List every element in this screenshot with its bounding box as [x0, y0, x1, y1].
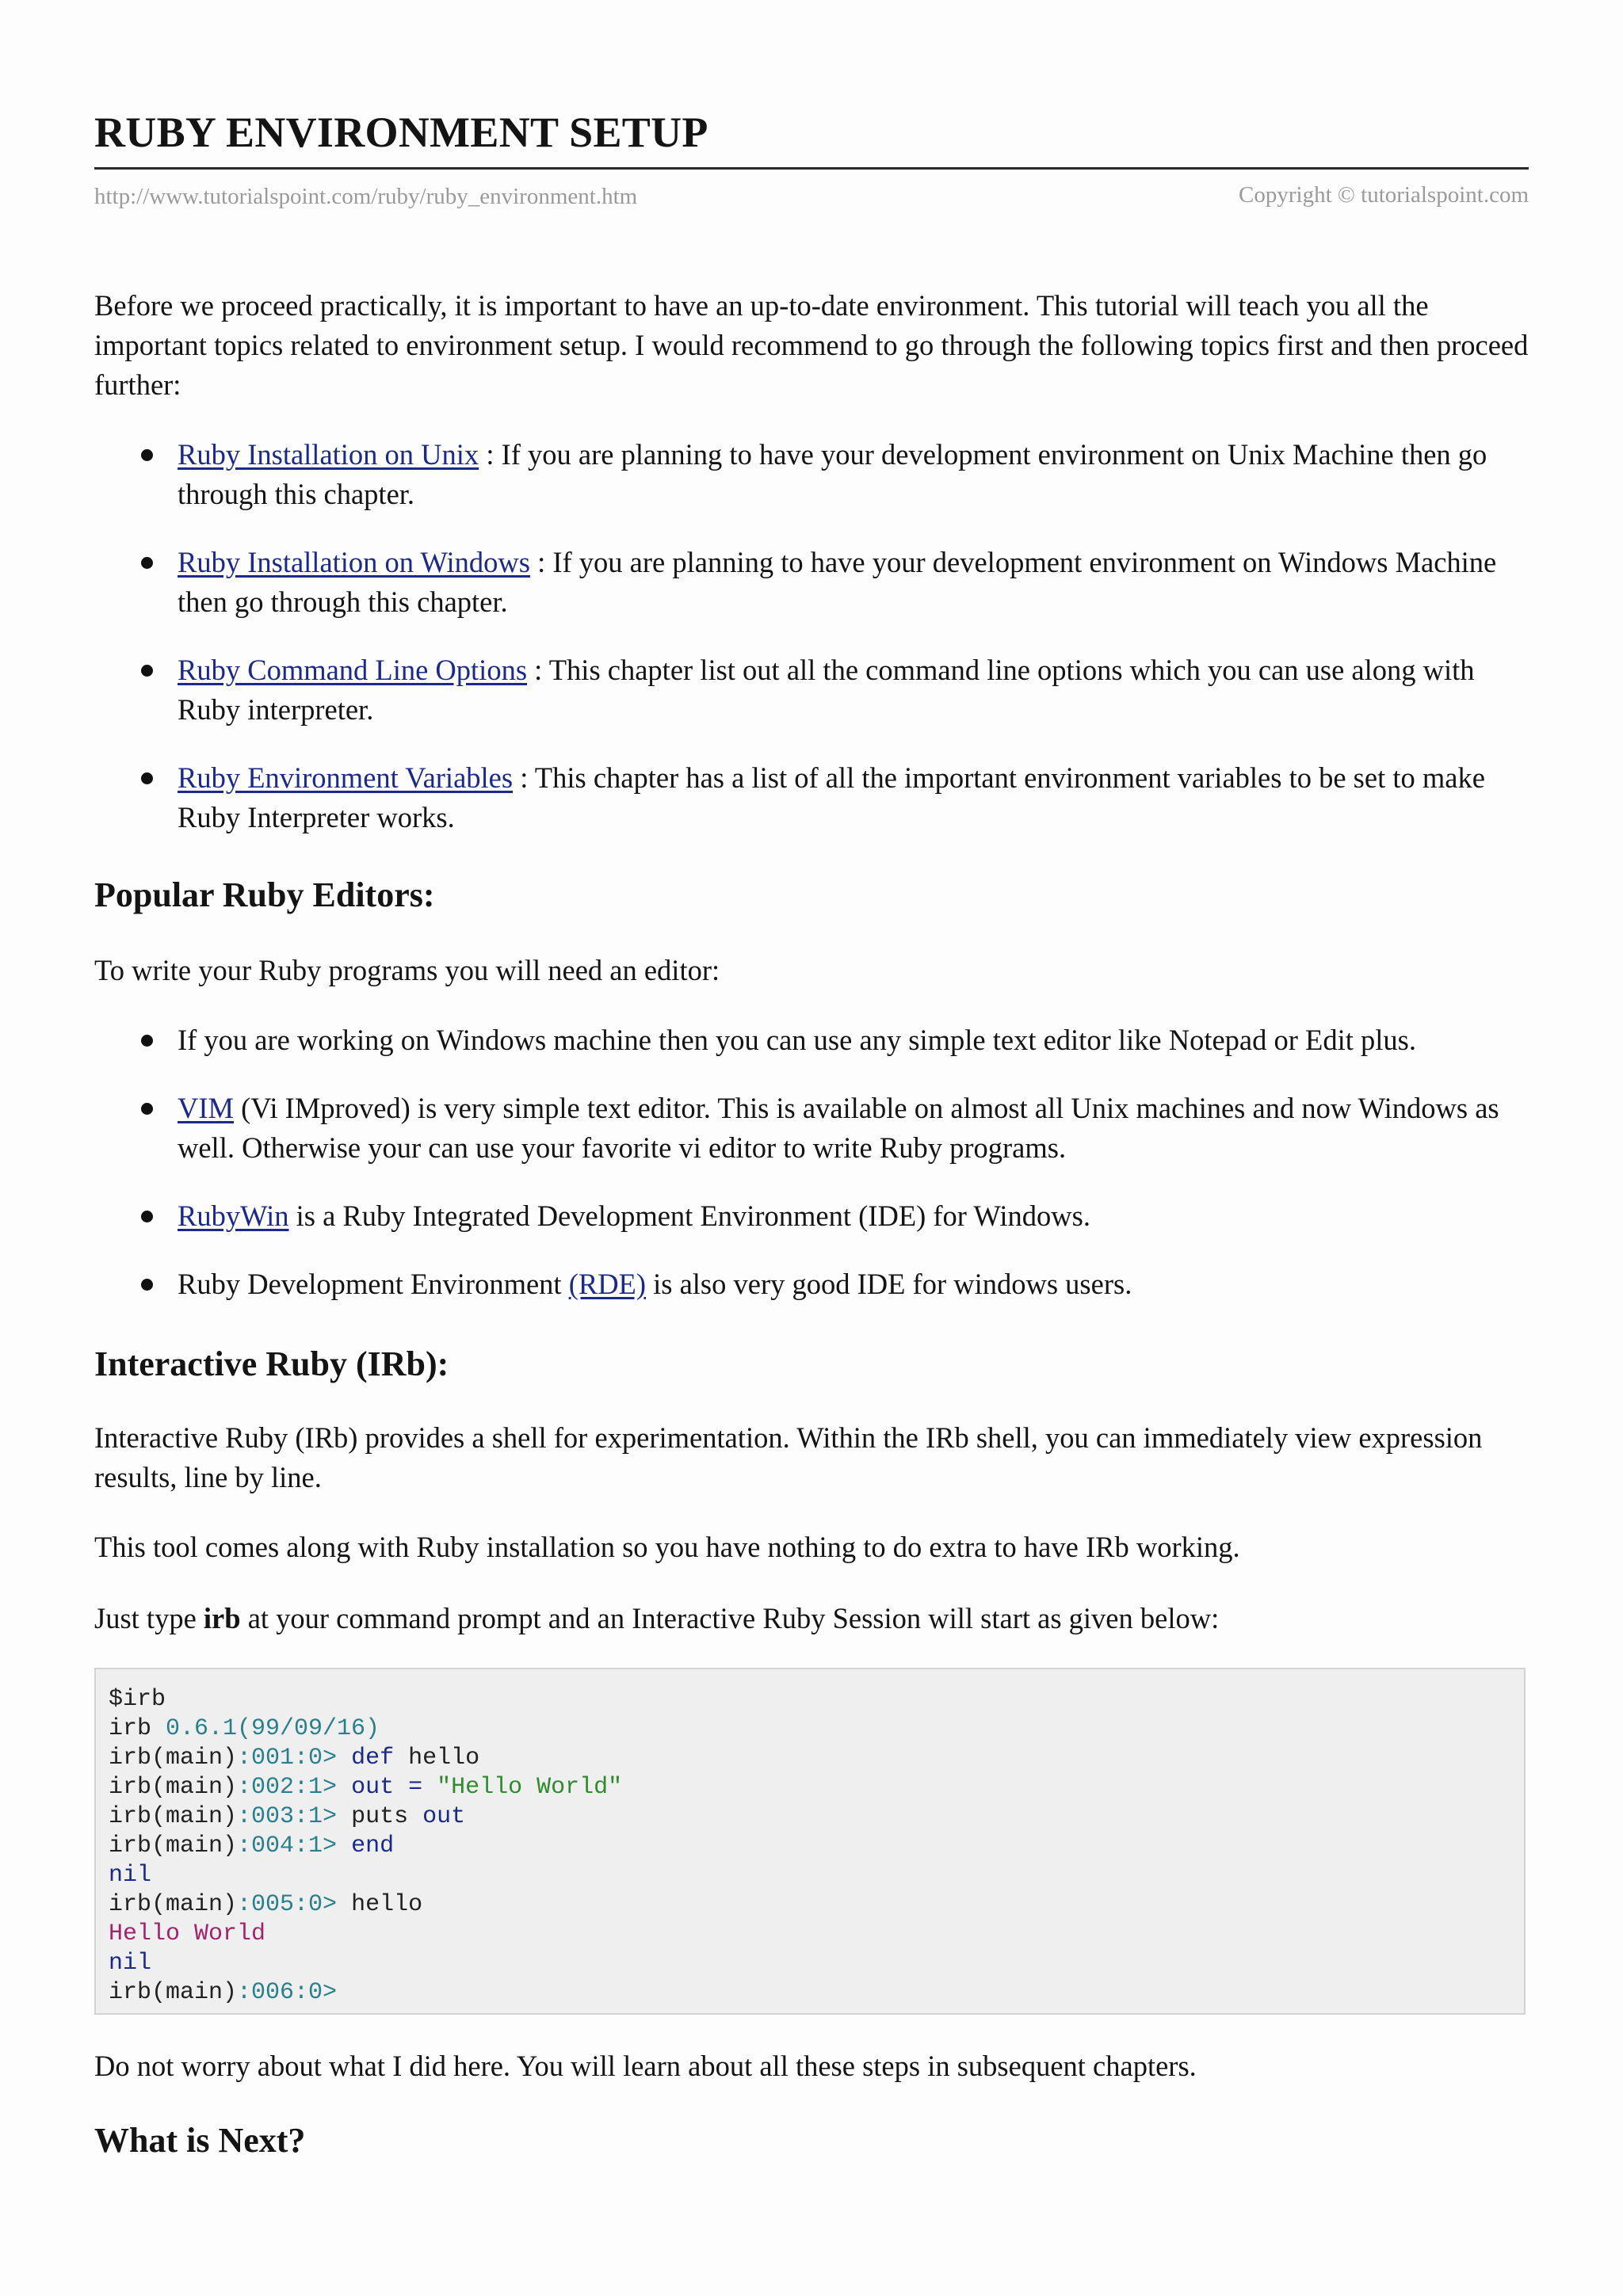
code-token: Hello World: [109, 1920, 266, 1947]
code-line: [109, 1685, 1524, 1714]
bullet-icon: [141, 1279, 153, 1291]
page-title: RUBY ENVIRONMENT SETUP: [94, 109, 708, 156]
code-token: 0.6.1(99/09/16): [166, 1715, 380, 1742]
code-token: puts: [337, 1803, 409, 1830]
code-line: [109, 1744, 1524, 1773]
list-item-text: is a Ruby Integrated Development Environment (IDE) for Windows.: [288, 1199, 1090, 1232]
code-token: $irb: [109, 1686, 166, 1713]
code-line: [109, 1773, 1524, 1802]
code-token: hello: [337, 1891, 423, 1918]
code-token: :004:1>: [237, 1833, 338, 1859]
bullet-icon: [141, 1035, 153, 1047]
code-token: "Hello World": [422, 1774, 623, 1801]
list-item-text: : This chapter has a list of all the important environment variables to be set to make Ruby Interpreter works.: [178, 761, 1485, 833]
code-token: irb(main): [109, 1891, 238, 1918]
code-token: :006:0>: [237, 1979, 338, 2006]
code-token: irb(main): [109, 1745, 238, 1772]
list-item-text: is also very good IDE for windows users.: [646, 1268, 1132, 1300]
title-rule: [94, 167, 1529, 170]
editors-list: [94, 1020, 1529, 1304]
list-item: [94, 1196, 1529, 1236]
text-segment: at your command prompt and an Interactive Ruby Session will start as given below:: [240, 1602, 1220, 1634]
code-line: [109, 1861, 1524, 1890]
topics-list: [94, 435, 1529, 837]
heading-what-is-next: What is Next?: [94, 2121, 306, 2160]
code-token: nil: [109, 1950, 152, 1977]
link-rde[interactable]: (RDE): [568, 1268, 646, 1300]
code-token: nil: [109, 1862, 152, 1889]
bullet-icon: [141, 665, 153, 677]
bullet-icon: [141, 449, 153, 461]
code-line: [109, 1949, 1524, 1978]
code-token: end: [337, 1833, 395, 1859]
code-token: :001:0>: [237, 1745, 338, 1772]
code-token: irb(main): [109, 1774, 238, 1801]
code-token: :005:0>: [237, 1891, 338, 1918]
code-token: irb(main): [109, 1833, 238, 1859]
list-item: [94, 543, 1529, 622]
irb-paragraph-1: Interactive Ruby (IRb) provides a shell for experimentation. Within the IRb shell, you can immediately view expression results, line by line.: [94, 1421, 1483, 1493]
source-url[interactable]: http://www.tutorialspoint.com/ruby/ruby_environment.htm: [94, 184, 638, 209]
list-item-text: : If you are planning to have your development environment on Unix Machine then go through this chapter.: [178, 438, 1487, 510]
text-segment: Just type: [94, 1602, 204, 1634]
irb-after-paragraph: Do not worry about what I did here. You will learn about all these steps in subsequent chapters.: [94, 2050, 1197, 2082]
irb-paragraph-2: This tool comes along with Ruby installation so you have nothing to do extra to have IRb working.: [94, 1531, 1240, 1563]
irb-paragraph-3: [94, 1599, 1529, 1638]
intro-paragraph: Before we proceed practically, it is important to have an up-to-date environment. This tutorial will teach you all the important topics related to environment setup. I would recommend to go through the following topics first and then proceed further:: [94, 289, 1529, 401]
code-token: irb(main): [109, 1979, 238, 2006]
link-ruby-command-line-options[interactable]: Ruby Command Line Options: [178, 654, 528, 686]
list-item: [94, 650, 1529, 730]
code-line: [109, 1890, 1524, 1920]
irb-code-block: [94, 1668, 1526, 2015]
link-ruby-environment-variables[interactable]: Ruby Environment Variables: [178, 761, 514, 794]
heading-popular-editors: Popular Ruby Editors:: [94, 875, 435, 914]
irb-command-text: irb: [203, 1602, 241, 1634]
code-token: out: [408, 1803, 466, 1830]
code-line: [109, 1802, 1524, 1832]
list-item-text: : This chapter list out all the command line options which you can use along with Ruby interpreter.: [178, 654, 1475, 726]
list-item-text: Ruby Development Environment: [178, 1268, 569, 1300]
bullet-icon: [141, 1211, 153, 1222]
code-token: irb(main): [109, 1803, 238, 1830]
list-item-text: : If you are planning to have your development environment on Windows Machine then go through this chapter.: [178, 546, 1497, 618]
code-token: hello: [394, 1745, 480, 1772]
list-item: [94, 758, 1529, 837]
link-ruby-installation-windows[interactable]: Ruby Installation on Windows: [178, 546, 530, 578]
code-line: [109, 1978, 1524, 2008]
link-rubywin[interactable]: RubyWin: [178, 1199, 289, 1232]
editors-intro: To write your Ruby programs you will need an editor:: [94, 954, 720, 986]
code-token: def: [337, 1745, 395, 1772]
list-item: [94, 1020, 1529, 1060]
link-vim[interactable]: VIM: [178, 1092, 234, 1124]
code-token: :002:1>: [237, 1774, 338, 1801]
bullet-icon: [141, 1103, 153, 1115]
code-token: :003:1>: [237, 1803, 338, 1830]
code-line: [109, 1714, 1524, 1744]
heading-interactive-ruby: Interactive Ruby (IRb):: [94, 1344, 449, 1383]
list-item: [94, 1264, 1529, 1304]
code-line: [109, 1920, 1524, 1949]
code-token: irb: [109, 1715, 166, 1742]
list-item: [94, 1089, 1529, 1168]
link-ruby-installation-unix[interactable]: Ruby Installation on Unix: [178, 438, 479, 471]
code-token: out =: [337, 1774, 423, 1801]
code-line: [109, 1832, 1524, 1861]
list-item-text: (Vi IMproved) is very simple text editor. This is available on almost all Unix machines and now Windows as well. Otherwise your can use your favorite vi editor to write Ruby programs.: [178, 1092, 1499, 1164]
bullet-icon: [141, 772, 153, 784]
copyright-notice: Copyright © tutorialspoint.com: [1239, 182, 1529, 208]
list-item: [94, 435, 1529, 514]
list-item-text: If you are working on Windows machine then you can use any simple text editor like Notepad or Edit plus.: [178, 1024, 1416, 1056]
bullet-icon: [141, 557, 153, 569]
